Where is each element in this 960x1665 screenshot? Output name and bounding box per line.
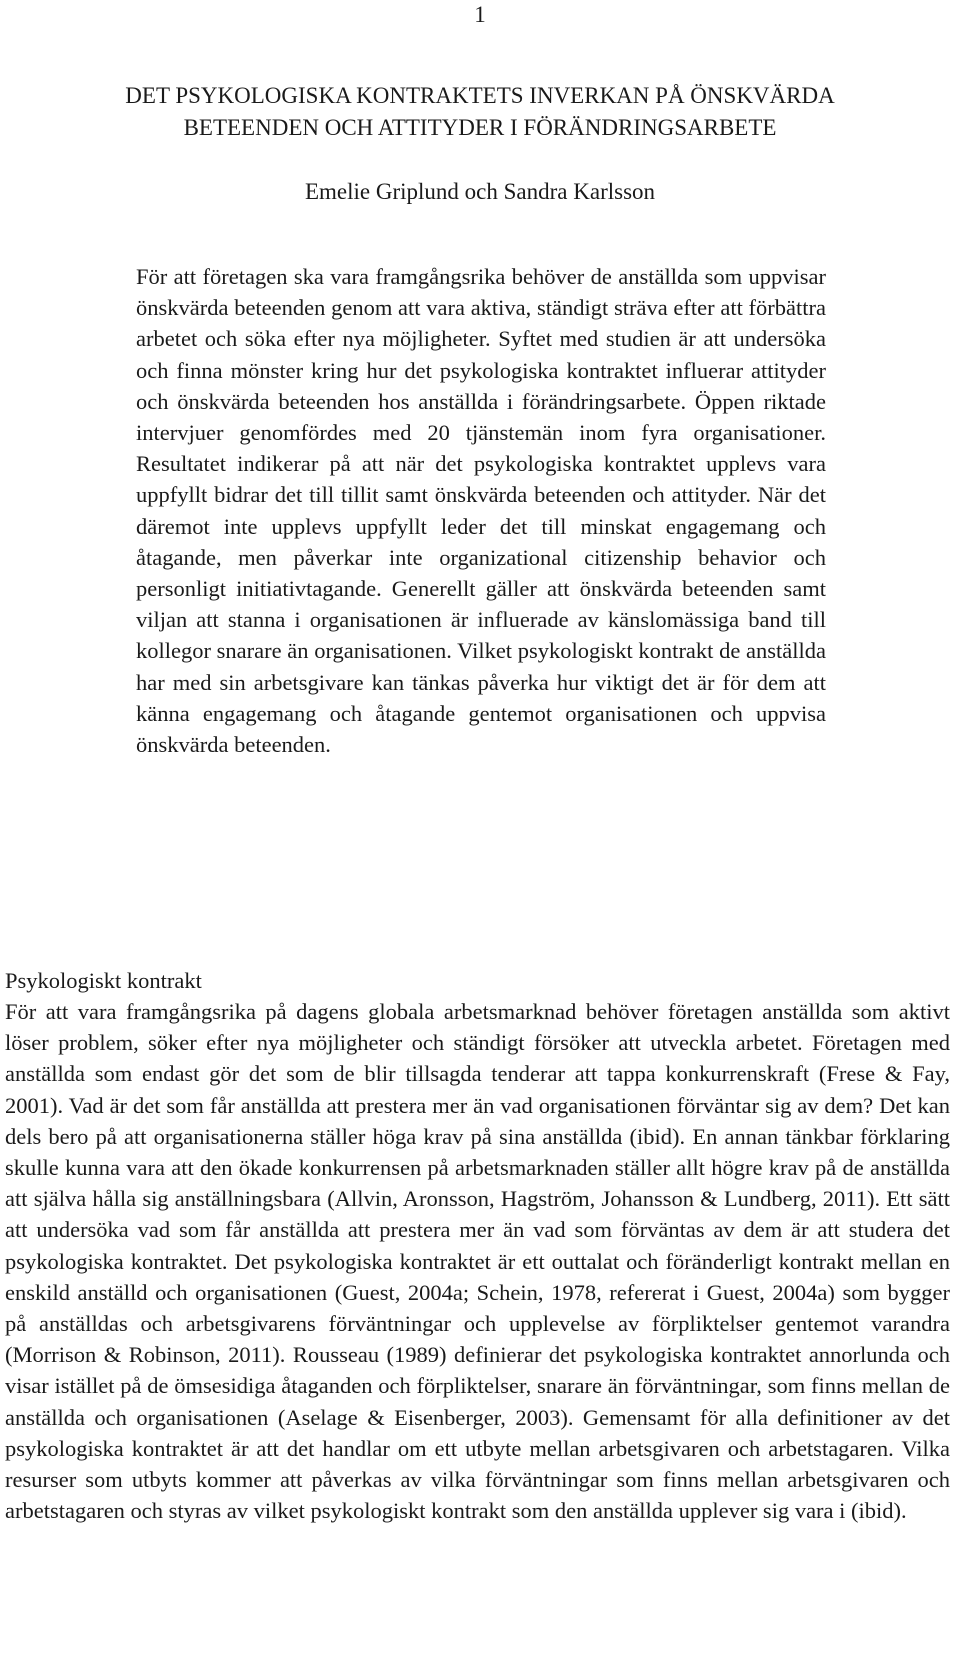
- section-body: För att vara framgångsrika på dagens globala arbetsmarknad behöver företagen anställda som aktivt löser problem, söker efter nya möjligheter och ständigt försöker att utveckla arbetet. Företagen med anställda som endast gör det som de blir tillsagda tenderar att tappa konkurrenskraft (Frese & Fay, 2001). Vad är det som får anställda att prestera mer än vad organisationen förväntar sig av dem? Det kan dels bero på att organisationerna ställer höga krav på sina anställda (ibid). En annan tänkbar förklaring skulle kunna vara att den ökade konkurrensen på arbetsmarknaden ställer allt högre krav på de anställda att själva hålla sig anställningsbara (Allvin, Aronsson, Hagström, Johansson & Lundberg, 2011). Ett sätt att undersöka vad som får anställda att prestera mer än vad som förväntas av dem är att studera det psykologiska kontraktet. Det psykologiska kontraktet är ett outtalat och föränderligt kontrakt mellan en enskild anställd och organisationen (Guest, 2004a; Schein, 1978, refererat i Guest, 2004a) som bygger på anställdas och arbetsgivarens förväntningar och upplevelse av förpliktelser gentemot varandra (Morrison & Robinson, 2011). Rousseau (1989) definierar det psykologiska kontraktet annorlunda och visar istället på de ömsesidiga åtaganden och förpliktelser, snarare än förväntningar, som finns mellan de anställda och organisationen (Aselage & Eisenberger, 2003). Gemensamt för alla definitioner av det psykologiska kontraktet är att det handlar om ett utbyte mellan arbetsgivaren och arbetstagaren. Vilka resurser som utbyts kommer att påverkas av vilka förväntningar som finns mellan arbetsgivaren och arbetstagaren och styras av vilket psykologiskt kontrakt som den anställda upplever sig vara i (ibid).: [5, 999, 950, 1524]
- page-number: 1: [474, 2, 486, 27]
- paper-title-line-2: BETEENDEN OCH ATTITYDER I FÖRÄNDRINGSARBETE: [183, 115, 777, 140]
- paper-title-line-1: DET PSYKOLOGISKA KONTRAKTETS INVERKAN PÅ ÖNSKVÄRDA: [125, 83, 835, 108]
- paper-title: [0, 80, 960, 144]
- section-heading: Psykologiskt kontrakt: [5, 968, 202, 993]
- abstract: För att företagen ska vara framgångsrika behöver de anställda som uppvisar önskvärda beteenden genom att vara aktiva, ständigt sträva efter att förbättra arbetet och söka efter nya möjligheter. Syftet med studien är att undersöka och finna mönster kring hur det psykologiska kontraktet influerar attityder och önskvärda beteenden hos anställda i förändringsarbete. Öppen riktade intervjuer genomfördes med 20 tjänstemän inom fyra organisationer. Resultatet indikerar på att när det psykologiska kontraktet upplevs vara uppfyllt bidrar det till tillit samt önskvärda beteenden och attityder. När det däremot inte upplevs uppfyllt leder det till minskat engagemang och åtagande, men påverkar inte organizational citizenship behavior och personligt initiativtagande. Generellt gäller att önskvärda beteenden samt viljan att stanna i organisationen är influerade av känslomässiga band till kollegor snarare än organisationen. Vilket psykologiskt kontrakt de anställda har med sin arbetsgivare kan tänkas påverka hur viktigt det är för dem att känna engagemang och åtagande gentemot organisationen och uppvisa önskvärda beteenden.: [136, 264, 826, 758]
- authors: Emelie Griplund och Sandra Karlsson: [304, 179, 656, 204]
